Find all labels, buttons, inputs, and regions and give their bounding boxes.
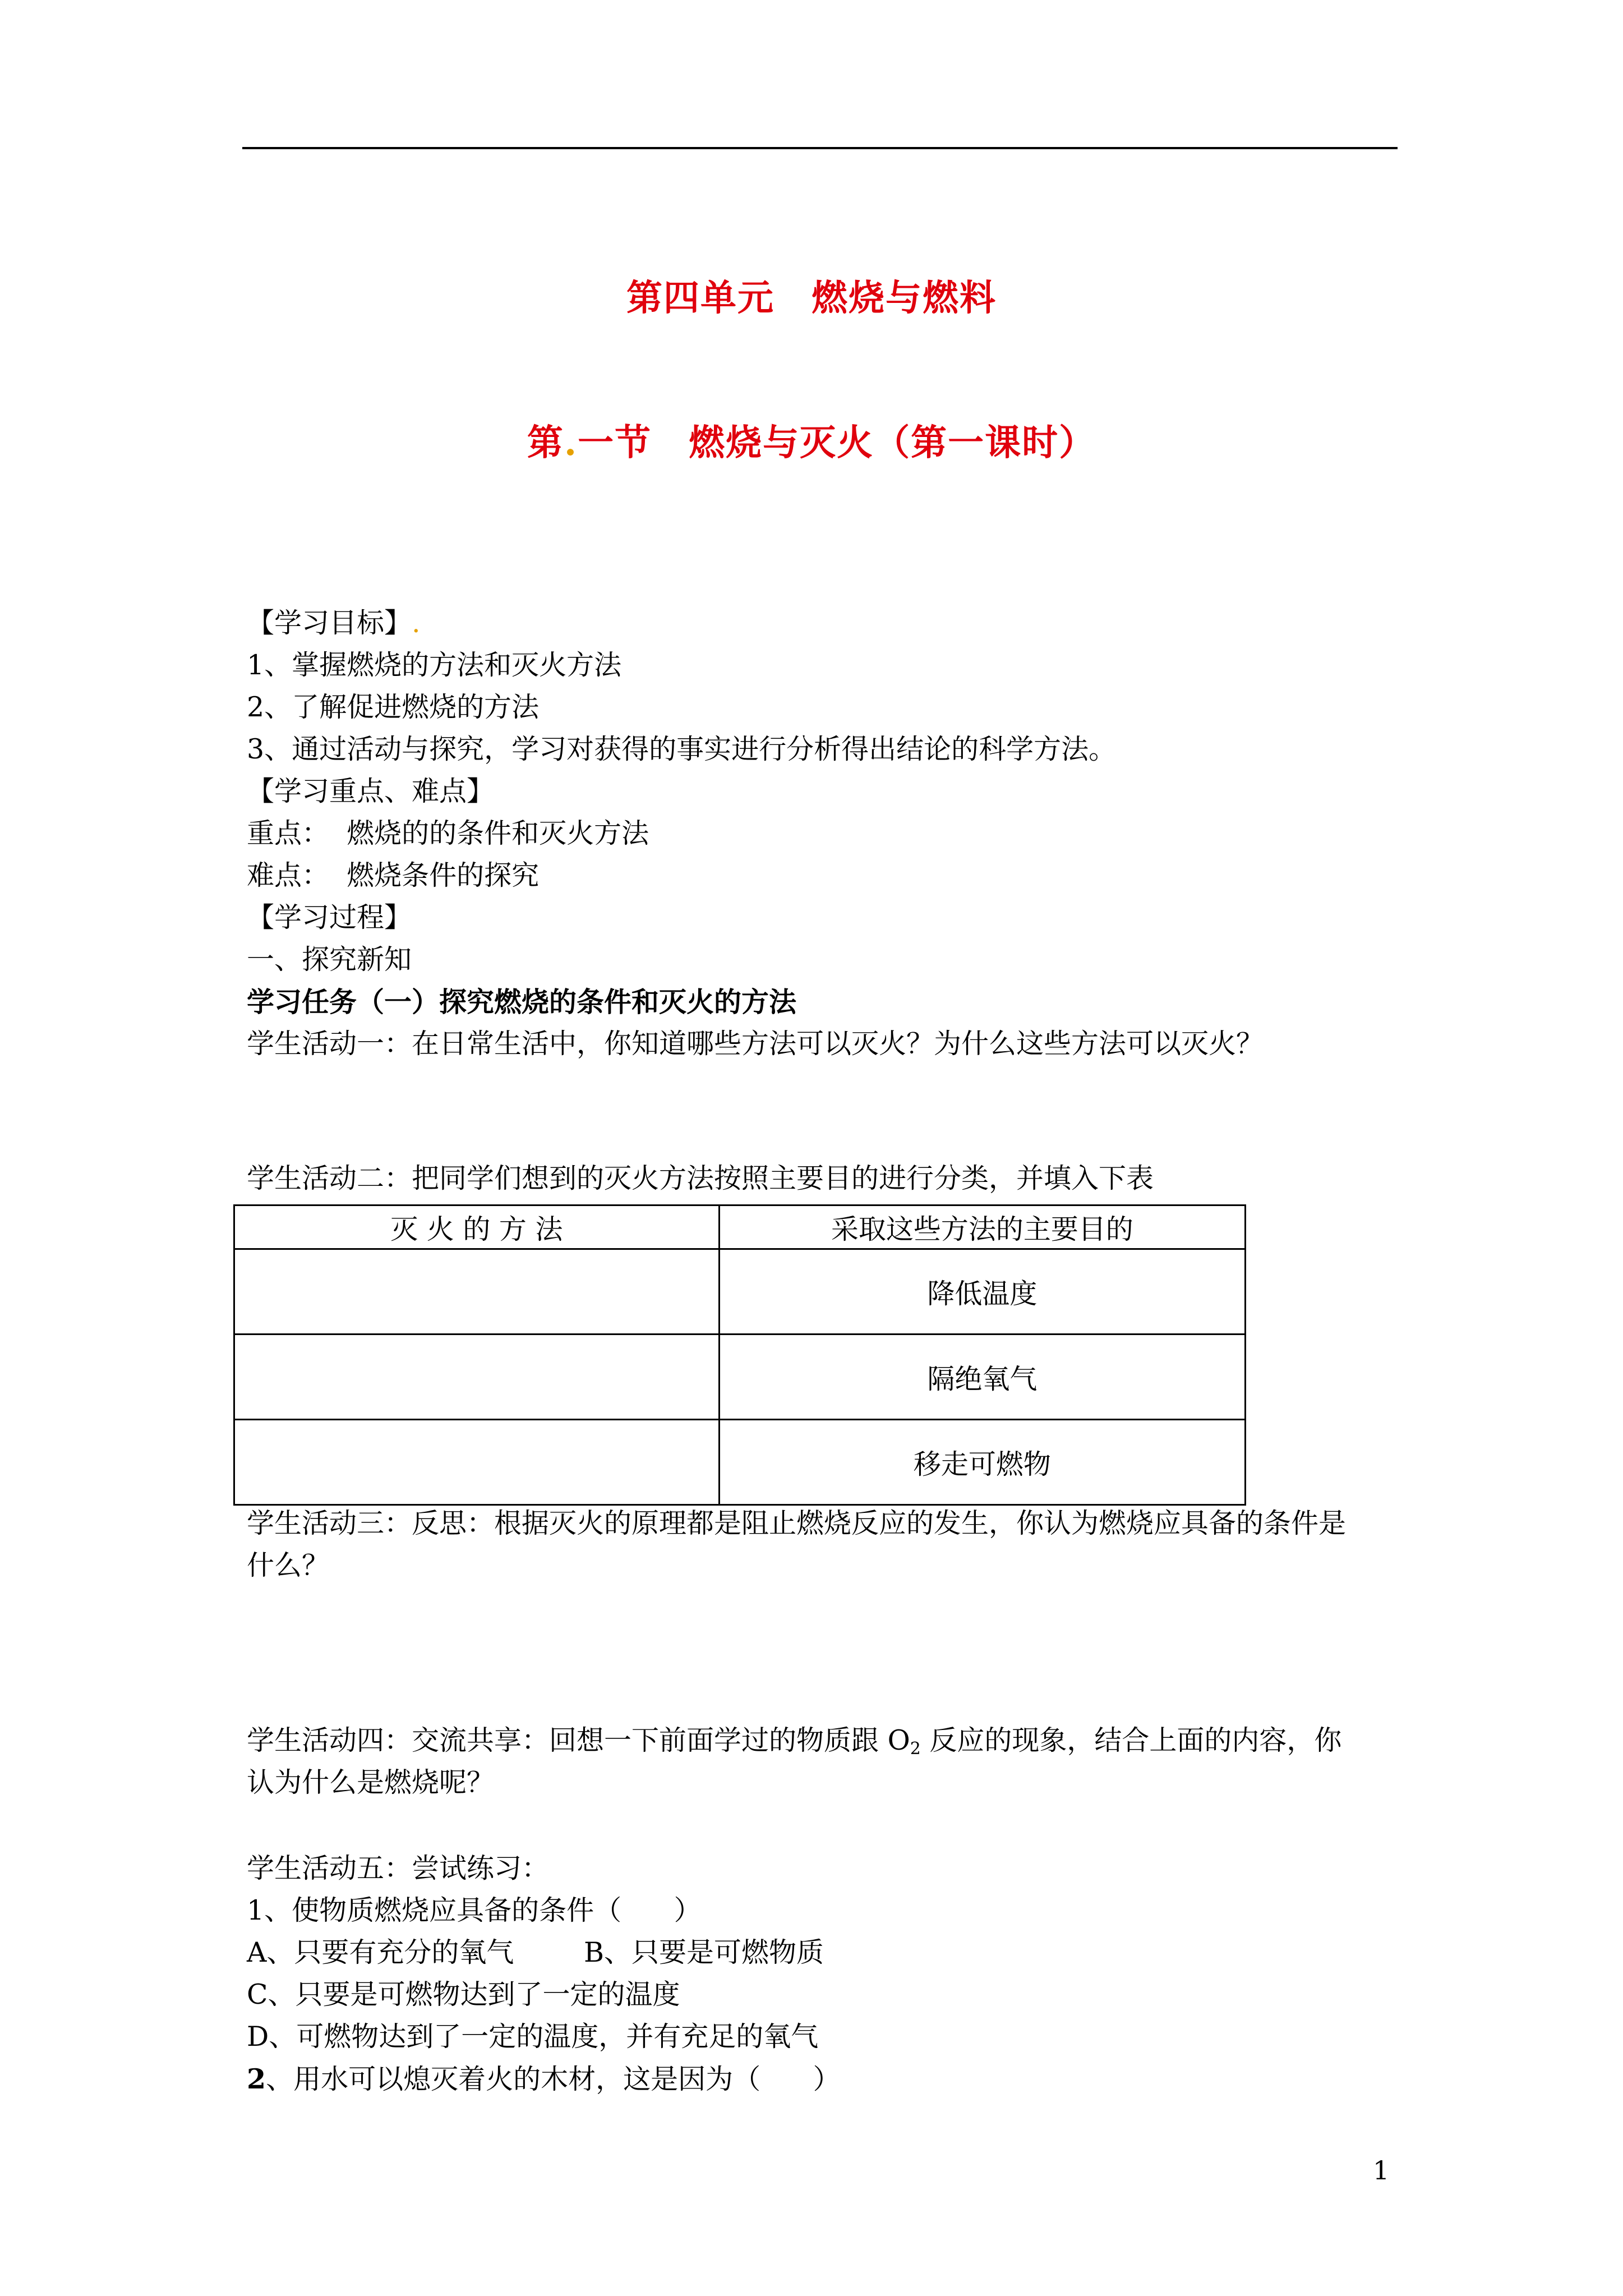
part-1-heading: 一、探究新知 — [247, 944, 412, 976]
activity-4-subscript: 2 — [910, 1739, 921, 1759]
activity-3-line-2: 什么？ — [247, 1549, 330, 1581]
activity-4-line-1 — [247, 1724, 1341, 1766]
table-cell-method — [234, 1335, 720, 1420]
table-cell-method — [234, 1420, 720, 1505]
keypoint: 重点： 燃烧的的条件和灭火方法 — [247, 817, 649, 849]
table-header-method: 灭 火 的 方 法 — [234, 1205, 720, 1249]
activity-5: 学生活动五：尝试练习： — [247, 1852, 550, 1884]
table-cell-purpose: 隔绝氧气 — [719, 1335, 1245, 1420]
table-cell-method — [234, 1249, 720, 1335]
section-title-a: 第 — [527, 422, 564, 464]
unit-title: 第四单元 燃烧与燃料 — [626, 277, 997, 319]
objective-3: 3、通过活动与探究，学习对获得的事实进行分析得出结论的科学方法。 — [247, 733, 1117, 765]
table-row — [234, 1420, 1246, 1505]
question-2-number: 2 — [247, 2063, 266, 2095]
section-title-b: 一节 燃烧与灭火（第一课时） — [578, 422, 1096, 464]
activity-4-text-a: 学生活动四：交流共享：回想一下前面学过的物质跟 O — [247, 1724, 910, 1756]
question-1-option-c: C、只要是可燃物达到了一定的温度 — [247, 1978, 680, 2010]
objectives-dot: . — [412, 607, 421, 639]
table-row — [234, 1249, 1246, 1335]
header-rule — [242, 147, 1398, 149]
process-heading: 【学习过程】 — [247, 901, 412, 933]
activity-4-text-b: 反应的现象，结合上面的内容，你 — [920, 1724, 1342, 1756]
table-header-purpose: 采取这些方法的主要目的 — [719, 1205, 1245, 1249]
objectives-heading — [247, 606, 421, 640]
question-2-text: 、用水可以熄灭着火的木材，这是因为（ ） — [266, 2063, 841, 2095]
keypoints-heading: 【学习重点、难点】 — [247, 775, 495, 807]
task-1-heading: 学习任务（一）探究燃烧的条件和灭火的方法 — [247, 986, 797, 1018]
extinguish-methods-table — [233, 1204, 1246, 1506]
section-title — [0, 414, 1623, 466]
activity-1: 学生活动一：在日常生活中，你知道哪些方法可以灭火？为什么这些方法可以灭火？ — [247, 1028, 1264, 1060]
table-cell-purpose: 降低温度 — [719, 1249, 1245, 1335]
question-1-options-ab: A、只要有充分的氧气 B、只要是可燃物质 — [247, 1936, 824, 1968]
section-title-dot: . — [564, 422, 578, 464]
question-1-option-d: D、可燃物达到了一定的温度，并有充足的氧气 — [247, 2021, 819, 2053]
table-row — [234, 1335, 1246, 1420]
activity-3-line-1: 学生活动三：反思：根据灭火的原理都是阻止燃烧反应的发生，你认为燃烧应具备的条件是 — [247, 1507, 1347, 1539]
activity-4-line-2: 认为什么是燃烧呢？ — [247, 1766, 495, 1798]
objective-1: 1、掌握燃烧的方法和灭火方法 — [247, 649, 622, 681]
activity-2: 学生活动二：把同学们想到的灭火方法按照主要目的进行分类，并填入下表 — [247, 1162, 1154, 1194]
difficulty: 难点： 燃烧条件的探究 — [247, 859, 540, 891]
table-cell-purpose: 移走可燃物 — [719, 1420, 1245, 1505]
question-2 — [247, 2062, 841, 2096]
objective-2: 2、了解促进燃烧的方法 — [247, 691, 540, 723]
question-1: 1、使物质燃烧应具备的条件（ ） — [247, 1894, 702, 1926]
objectives-heading-text: 【学习目标】 — [247, 607, 412, 639]
page-number: 1 — [1373, 2155, 1390, 2185]
table-header-row — [234, 1205, 1246, 1249]
